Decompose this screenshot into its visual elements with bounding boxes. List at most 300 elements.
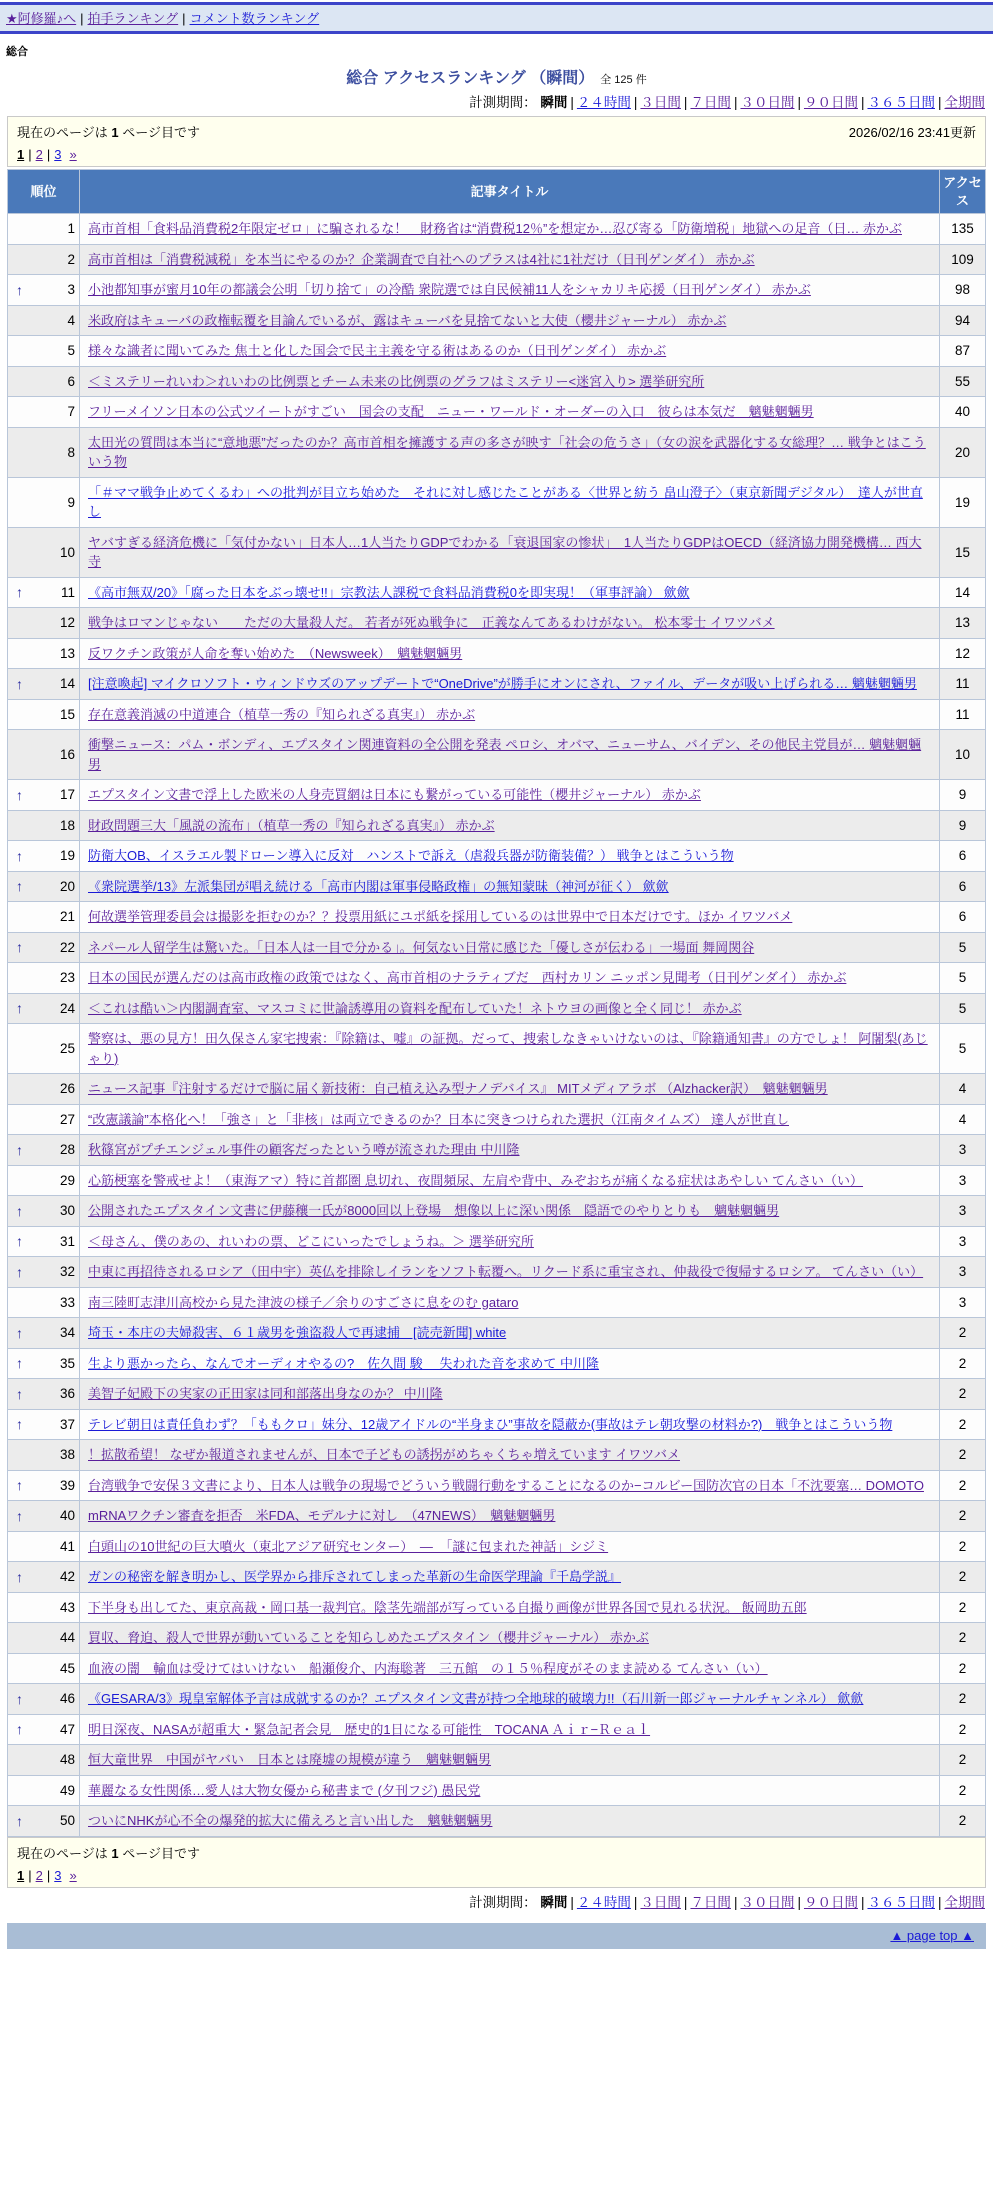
rank-cell: [8, 730, 80, 780]
rank-cell: [8, 1623, 80, 1654]
period-link[interactable]: ３６５日間: [867, 95, 935, 110]
rank-up-icon: ↑: [16, 1568, 23, 1585]
page-link[interactable]: 2: [35, 1867, 43, 1883]
access-count: 3: [940, 1226, 986, 1257]
access-count: 11: [940, 699, 986, 730]
page-top-link[interactable]: ▲ page top ▲: [890, 1927, 974, 1943]
table-row: [8, 1653, 986, 1684]
rank-cell: [8, 1440, 80, 1471]
article-link[interactable]: 美智子妃殿下の実家の正田家は同和部落出身なのか？ 中川隆: [88, 1386, 443, 1402]
rank-cell: [8, 577, 80, 608]
article-link[interactable]: ガンの秘密を解き明かし、医学界から排斥されてしまった革新の生命医学理論『千島学説』: [88, 1569, 622, 1585]
table-row: [8, 1409, 986, 1440]
access-count: 2: [940, 1531, 986, 1562]
nav-separator: |: [182, 11, 186, 26]
nav-link[interactable]: ★阿修羅♪へ: [6, 11, 77, 26]
article-link[interactable]: 埼玉・本庄の夫婦殺害、６１歳男を強盗殺人で再逮捕 [読売新聞] white: [88, 1325, 507, 1341]
access-count: 9: [940, 810, 986, 841]
article-link[interactable]: 様々な識者に聞いてみた 焦土と化した国会で民主主義を守る術はあるのか（日刊ゲンダイ） 赤かぶ: [88, 343, 667, 359]
rank-cell: [8, 427, 80, 477]
access-count: 6: [940, 871, 986, 902]
page-link[interactable]: 3: [54, 147, 62, 162]
table-row: [8, 1562, 986, 1593]
access-count: 109: [940, 244, 986, 275]
rank-up-icon: ↑: [16, 1355, 23, 1372]
rank-cell: [8, 1024, 80, 1074]
article-link[interactable]: フリーメイソン日本の公式ツイートがすごい 国会の支配 ニュー・ワールド・オーダーの入口 彼らは本気だ 魑魅魍魎男: [88, 404, 814, 420]
rank-cell: [8, 1531, 80, 1562]
table-row: [8, 669, 986, 700]
article-link[interactable]: 血液の闇 輸血は受けてはいけない 船瀬俊介、内海聡著 三五館 の１５％程度がそのまま読める てんさい（い）: [88, 1660, 768, 1676]
page-info-box-top: [7, 116, 986, 167]
access-count: 2: [940, 1684, 986, 1715]
rank-number: 28: [59, 1142, 75, 1158]
article-link[interactable]: 公開されたエプスタイン文書に伊藤穰一氏が8000回以上登場 想像以上に深い関係 隠語でのやりとりも 魑魅魍魎男: [88, 1203, 780, 1219]
table-row: [8, 1440, 986, 1471]
rank-cell: [8, 244, 80, 275]
article-link[interactable]: ネパール人留学生は驚いた。「日本人は一目で分かる」。何気ない日常に感じた「優しさが伝わる」一場面 舞岡関谷: [88, 939, 755, 955]
rank-cell: [8, 871, 80, 902]
table-row: [8, 1379, 986, 1410]
rank-cell: [8, 1562, 80, 1593]
rank-up-icon: ↑: [16, 1263, 23, 1280]
period-separator: |: [733, 95, 738, 110]
rank-up-icon: ↑: [16, 786, 23, 803]
access-count: 3: [940, 1165, 986, 1196]
article-link[interactable]: エプスタイン文書で浮上した欧米の人身売買網は日本にも繋がっている可能性（櫻井ジャーナル） 赤かぶ: [88, 787, 701, 803]
article-link[interactable]: 「＃ママ戦争止めてくるわ」への批判が目立ち始めた それに対し感じたことがある〈世界と紡う 畠山澄子〉（東京新聞デジタル） 達人が世直し: [88, 484, 923, 520]
rank-number: 41: [59, 1538, 75, 1554]
rank-cell: [8, 1165, 80, 1196]
article-link[interactable]: ！拡散希望！ なぜか報道されませんが、日本で子どもの誘拐がめちゃくちゃ増えています イワツバメ: [88, 1447, 680, 1463]
article-link[interactable]: 南三陸町志津川高校から見た津波の様子／余りのすごさに息をのむ gataro: [88, 1294, 519, 1310]
article-link[interactable]: 米政府はキューバの政権転覆を目論んでいるが、露はキューバを見捨てないと大使（櫻井ジャーナル） 赤かぶ: [88, 312, 727, 328]
rank-number: 22: [59, 939, 75, 955]
rank-number: 31: [59, 1233, 75, 1249]
rank-cell: [8, 1684, 80, 1715]
rank-number: 21: [59, 909, 75, 925]
article-link[interactable]: 《GESARA/3》現皇室解体予言は成就するのか？エプスタイン文書が持つ全地球的破壊力!!（石川新一郎ジャーナルチャンネル） 歛歛: [88, 1691, 864, 1707]
period-separator: |: [633, 1894, 638, 1910]
rank-cell: [8, 1196, 80, 1227]
article-link[interactable]: 財政問題三大「風説の流布」（植草一秀の『知られざる真実』） 赤かぶ: [88, 817, 495, 833]
rank-number: 24: [59, 1000, 75, 1016]
period-current: 瞬間: [540, 95, 568, 110]
rank-number: 17: [59, 787, 75, 803]
article-link[interactable]: 戦争はロマンじゃない ただの大量殺人だ。 若者が死ぬ戦争に 正義なんてあるわけがない。 松本零士 イワツバメ: [88, 615, 775, 631]
table-row: [8, 336, 986, 367]
table-row: [8, 1165, 986, 1196]
table-row: [8, 902, 986, 933]
table-row: [8, 1226, 986, 1257]
rank-cell: [8, 1074, 80, 1105]
period-selector-top: [8, 91, 985, 111]
access-count: 11: [940, 669, 986, 700]
article-link[interactable]: ＜ミステリーれいわ＞れいわの比例票とチーム未来の比例票のグラフはミステリー<迷宮入り> 選挙研究所: [88, 373, 705, 389]
period-link[interactable]: ７日間: [690, 95, 731, 110]
table-row: [8, 275, 986, 306]
rank-up-icon: ↑: [16, 1812, 23, 1829]
period-separator: |: [860, 1894, 865, 1910]
period-link[interactable]: ３６５日間: [867, 1894, 935, 1910]
rank-cell: [8, 1226, 80, 1257]
table-row: [8, 993, 986, 1024]
page-link-current[interactable]: 1: [17, 147, 25, 162]
rank-number: 48: [59, 1752, 75, 1768]
rank-cell: [8, 1714, 80, 1745]
rank-cell: [8, 214, 80, 245]
rank-number: 9: [67, 494, 75, 510]
rank-number: 44: [59, 1630, 75, 1646]
rank-up-icon: ↑: [16, 878, 23, 895]
page-link[interactable]: 3: [54, 1867, 62, 1883]
nav-link[interactable]: コメント数ランキング: [189, 11, 320, 26]
rank-up-icon: ↑: [16, 939, 23, 956]
article-link[interactable]: 小池都知事が蜜月10年の都議会公明「切り捨て」の冷酷 衆院選では自民候補11人をシャカリキ応援（日刊ゲンダイ） 赤かぶ: [88, 282, 811, 298]
table-row: [8, 397, 986, 428]
rank-cell: [8, 305, 80, 336]
rank-number: 43: [59, 1599, 75, 1615]
access-count: 3: [940, 1287, 986, 1318]
rank-cell: [8, 1348, 80, 1379]
rank-up-icon: ↑: [16, 1690, 23, 1707]
table-row: [8, 1024, 986, 1074]
access-count: 2: [940, 1745, 986, 1776]
access-count: 5: [940, 993, 986, 1024]
rank-up-icon: ↑: [16, 1477, 23, 1494]
period-label: 計測期間：: [469, 1894, 537, 1910]
period-separator: |: [937, 95, 942, 110]
rank-number: 36: [59, 1386, 75, 1402]
access-count: 13: [940, 608, 986, 639]
rank-number: 35: [59, 1355, 75, 1371]
rank-cell: [8, 638, 80, 669]
rank-up-icon: ↑: [16, 1233, 23, 1250]
period-separator: |: [860, 95, 865, 110]
period-label: 計測期間：: [469, 95, 537, 110]
article-link[interactable]: ついにNHKが心不全の爆発的拡大に備えろと言い出した 魑魅魍魎男: [88, 1813, 493, 1829]
page-info-box-bottom: [7, 1837, 986, 1888]
rank-cell: [8, 1135, 80, 1166]
rank-number: 3: [67, 282, 75, 298]
rank-up-icon: ↑: [16, 281, 23, 298]
title-column-header: 記事タイトル: [80, 170, 940, 214]
article-link[interactable]: 何故選挙管理委員会は撮影を拒むのか？？投票用紙にユポ紙を採用しているのは世界中で日本だけです。ほか イワツバメ: [88, 909, 793, 925]
article-link[interactable]: 《高市無双/20》「腐った日本をぶっ壊せ!!」宗教法人課税で食料品消費税0を即実現！（軍事評論） 歛歛: [88, 584, 690, 600]
article-link[interactable]: 反ワクチン政策が人命を奪い始めた （Newsweek） 魑魅魍魎男: [88, 645, 463, 661]
access-count: 2: [940, 1653, 986, 1684]
period-separator: |: [937, 1894, 942, 1910]
article-link[interactable]: 警察は、悪の見方！田久保さん家宅捜索：『除籍は、嘘』の証拠。だって、捜索しなきゃいけないのは、『除籍通知書』の方でしょ！ 阿闍梨(あじゃり): [88, 1031, 928, 1066]
table-row: [8, 1348, 986, 1379]
access-count: 2: [940, 1806, 986, 1837]
article-link[interactable]: 下半身も出してた、東京高裁・岡口基一裁判官。陰茎先端部が写っている自撮り画像が世界各国で見れる状況。 飯岡助五郎: [88, 1599, 807, 1615]
table-row: [8, 1684, 986, 1715]
article-link[interactable]: ニュース記事『注射するだけで脳に届く新技術：自己植え込み型ナノデバイス』 MITメディアラボ （Alzhacker訳） 魑魅魍魎男: [88, 1081, 828, 1097]
rank-up-icon: ↑: [16, 584, 23, 601]
period-link[interactable]: 全期間: [944, 95, 985, 110]
period-link[interactable]: ３日間: [640, 1894, 681, 1910]
rank-number: 47: [59, 1721, 75, 1737]
rank-cell: [8, 993, 80, 1024]
article-link[interactable]: mRNAワクチン審査を拒否 米FDA、モデルナに対し （47NEWS） 魑魅魍魎男: [88, 1508, 556, 1524]
access-count: 2: [940, 1714, 986, 1745]
rank-number: 2: [67, 251, 75, 267]
period-separator: |: [633, 95, 638, 110]
pagination-top: [17, 147, 976, 162]
table-row: [8, 1318, 986, 1349]
article-link[interactable]: “改憲議論”本格化へ！「強さ」と「非核」は両立できるのか？日本に突きつけられた選択（江南タイムズ） 達人が世直し: [88, 1111, 790, 1127]
period-link[interactable]: ２４時間: [576, 1894, 631, 1910]
rank-number: 46: [59, 1691, 75, 1707]
access-count: 5: [940, 1024, 986, 1074]
article-link[interactable]: 高市首相「食料品消費税2年限定ゼロ」に騙されるな！ 財務省は“消費税12％”を想定か…忍び寄る「防衛増税」地獄への足音（日… 赤かぶ: [88, 221, 902, 237]
table-row: [8, 1531, 986, 1562]
rank-cell: [8, 699, 80, 730]
rank-cell: [8, 1653, 80, 1684]
access-count: 87: [940, 336, 986, 367]
table-row: [8, 366, 986, 397]
article-link[interactable]: 太田光の質問は本当に“意地悪”だったのか？高市首相を擁護する声の多さが映す「社会の危うさ」（女の涙を武器化する女総理？… 戦争とはこういう物: [88, 434, 926, 470]
article-link[interactable]: 生より悪かったら、なんでオーディオやるの?＿佐久間 駿＿ 失われた音を求めて 中川隆: [88, 1355, 600, 1371]
updated-timestamp: 2026/02/16 23:41更新: [848, 125, 976, 140]
access-count: 9: [940, 780, 986, 811]
rank-number: 32: [59, 1264, 75, 1280]
current-page-text: 現在のページは 1 ページ目です: [17, 1845, 200, 1861]
rank-cell: [8, 669, 80, 700]
period-link[interactable]: ７日間: [690, 1894, 731, 1910]
rank-number: 49: [59, 1782, 75, 1798]
article-link[interactable]: 中東に再招待されるロシア（田中宇）英仏を排除しイランをソフト転覆へ。リクード系に重宝され、仲裁役で復帰するロシア。 てんさい（い）: [88, 1264, 924, 1280]
table-row: [8, 427, 986, 477]
access-count: 4: [940, 1104, 986, 1135]
rank-cell: [8, 1257, 80, 1288]
article-link[interactable]: 防衛大OB、イスラエル製ドローン導入に反対 ハンストで訴え（虐殺兵器が防衛装備？） 戦争とはこういう物: [88, 848, 734, 864]
rank-number: 19: [59, 848, 75, 864]
rank-number: 42: [59, 1569, 75, 1585]
table-row: [8, 1806, 986, 1837]
rank-cell: [8, 477, 80, 527]
rank-cell: [8, 1379, 80, 1410]
rank-up-icon: ↑: [16, 1385, 23, 1402]
rank-number: 18: [59, 817, 75, 833]
top-nav-bar: [0, 2, 993, 34]
rank-number: 8: [67, 444, 75, 460]
article-link[interactable]: 存在意義消滅の中道連合（植草一秀の『知られざる真実』） 赤かぶ: [88, 706, 476, 722]
access-count: 14: [940, 577, 986, 608]
rank-cell: [8, 1104, 80, 1135]
rank-number: 30: [59, 1203, 75, 1219]
table-row: [8, 527, 986, 577]
access-count: 4: [940, 1074, 986, 1105]
footer-bar: [7, 1923, 986, 1949]
article-link[interactable]: 白頭山の10世紀の巨大噴火（東北アジア研究センター） ― 「謎に包まれた神話」シジミ: [88, 1538, 609, 1554]
period-link[interactable]: ３日間: [640, 95, 681, 110]
rank-up-icon: ↑: [16, 675, 23, 692]
rank-number: 1: [67, 221, 75, 237]
rank-cell: [8, 780, 80, 811]
access-count: 94: [940, 305, 986, 336]
access-count: 2: [940, 1592, 986, 1623]
rank-number: 34: [59, 1325, 75, 1341]
nav-link[interactable]: 拍手ランキング: [87, 11, 179, 26]
period-separator: |: [733, 1894, 738, 1910]
table-row: [8, 1257, 986, 1288]
period-separator: |: [683, 1894, 688, 1910]
table-row: [8, 1470, 986, 1501]
article-link[interactable]: 台湾戦争で安保３文書により、日本人は戦争の現場でどういう戦闘行動をすることになるのか−コルビー国防次官の日本「不沈要塞… DOMOTO: [88, 1477, 924, 1493]
table-row: [8, 608, 986, 639]
access-count: 2: [940, 1470, 986, 1501]
period-selector-bottom: [8, 1891, 985, 1911]
rank-up-icon: ↑: [16, 1141, 23, 1158]
rank-number: 15: [59, 706, 75, 722]
rank-number: 4: [67, 312, 75, 328]
article-link[interactable]: 高市首相は「消費税減税」を本当にやるのか？企業調査で自社へのプラスは4社に1社だけ（日刊ゲンダイ） 赤かぶ: [88, 251, 755, 267]
rank-number: 27: [59, 1111, 75, 1127]
rank-cell: [8, 1592, 80, 1623]
rank-number: 26: [59, 1081, 75, 1097]
rank-number: 39: [59, 1477, 75, 1493]
period-link[interactable]: ９０日間: [803, 1894, 858, 1910]
table-row: [8, 1196, 986, 1227]
rank-number: 10: [59, 544, 75, 560]
rank-number: 20: [59, 878, 75, 894]
period-link[interactable]: ２４時間: [576, 95, 631, 110]
ranking-title: 総合 アクセスランキング （瞬間）: [346, 70, 595, 87]
access-count: 2: [940, 1440, 986, 1471]
table-row: [8, 871, 986, 902]
rank-cell: [8, 527, 80, 577]
article-link[interactable]: ヤバすぎる経済危機に「気付かない」日本人…1人当たりGDPでわかる「衰退国家の惨状」 1人当たりGDPはOECD（経済協力開発機構… 西大寺: [88, 534, 922, 570]
access-count: 98: [940, 275, 986, 306]
rank-number: 13: [59, 645, 75, 661]
table-row: [8, 244, 986, 275]
rank-cell: [8, 1287, 80, 1318]
rank-number: 50: [59, 1813, 75, 1829]
rank-cell: [8, 841, 80, 872]
page-title: [0, 65, 993, 88]
bottom-spacer: [0, 1949, 993, 1975]
article-link[interactable]: 秋篠宮がプチエンジェル事件の顧客だったという噂が流された理由 中川隆: [88, 1142, 520, 1158]
period-current: 瞬間: [540, 1894, 568, 1910]
access-count: 55: [940, 366, 986, 397]
table-row: [8, 1135, 986, 1166]
rank-cell: [8, 397, 80, 428]
access-count: 10: [940, 730, 986, 780]
article-link[interactable]: ＜これは酷い＞内閣調査室、マスコミに世論誘導用の資料を配布していた！ネトウヨの画像と全く同じ！ 赤かぶ: [88, 1000, 742, 1016]
rank-number: 6: [67, 373, 75, 389]
rank-number: 40: [59, 1508, 75, 1524]
access-count: 12: [940, 638, 986, 669]
rank-cell: [8, 1745, 80, 1776]
table-header-row: [8, 170, 986, 214]
rank-cell: [8, 608, 80, 639]
rank-up-icon: ↑: [16, 1324, 23, 1341]
rank-cell: [8, 275, 80, 306]
article-link[interactable]: 衝撃ニュース：パム・ボンディ、エプスタイン関連資料の全公開を発表 ペロシ、オバマ、ニューサム、バイデン、その他民主党員が… 魑魅魍魎男: [88, 737, 922, 772]
table-row: [8, 932, 986, 963]
access-count: 2: [940, 1379, 986, 1410]
page-link[interactable]: »: [69, 1867, 77, 1883]
rank-number: 38: [59, 1447, 75, 1463]
rank-cell: [8, 1409, 80, 1440]
rank-number: 33: [59, 1294, 75, 1310]
rank-up-icon: ↑: [16, 1721, 23, 1738]
rank-column-header: 順位: [8, 170, 80, 214]
page-link[interactable]: 2: [35, 147, 43, 162]
pagination-bottom: [17, 1868, 976, 1883]
period-separator: |: [797, 95, 801, 110]
ranking-table: [7, 169, 986, 1837]
period-link[interactable]: ３０日間: [740, 1894, 795, 1910]
page-link[interactable]: »: [69, 147, 77, 162]
table-row: [8, 780, 986, 811]
period-link[interactable]: ９０日間: [803, 95, 858, 110]
rank-cell: [8, 1501, 80, 1532]
rank-number: 16: [59, 747, 75, 763]
period-separator: |: [683, 95, 688, 110]
article-link[interactable]: 《衆院選挙/13》左派集団が唱え続ける「高市内閣は軍事侵略政権」の無知蒙昧（神河が征く） 歛歛: [88, 878, 669, 894]
rank-up-icon: ↑: [16, 1416, 23, 1433]
table-row: [8, 1775, 986, 1806]
table-row: [8, 477, 986, 527]
access-count: 2: [940, 1501, 986, 1532]
rank-cell: [8, 366, 80, 397]
article-link[interactable]: 明日深夜、NASAが超重大・緊急記者会見 歴史的1日になる可能性 TOCANA Ａｉｒ−Ｒｅａｌ: [88, 1721, 651, 1737]
period-link[interactable]: ３０日間: [740, 95, 795, 110]
access-count: 5: [940, 963, 986, 994]
access-count: 2: [940, 1348, 986, 1379]
access-count: 6: [940, 902, 986, 933]
rank-cell: [8, 1775, 80, 1806]
table-row: [8, 1745, 986, 1776]
rank-up-icon: ↑: [16, 1507, 23, 1524]
page-link-current[interactable]: 1: [17, 1867, 25, 1883]
rank-cell: [8, 1806, 80, 1837]
period-separator: |: [570, 95, 574, 110]
table-row: [8, 1714, 986, 1745]
total-count: 全 125 件: [600, 74, 647, 86]
access-count: 6: [940, 841, 986, 872]
table-row: [8, 577, 986, 608]
article-link[interactable]: ＜母さん、僕のあの、れいわの票、どこにいったでしょうね。＞ 選挙研究所: [88, 1233, 534, 1249]
access-count: 2: [940, 1623, 986, 1654]
page-separator: |: [28, 147, 32, 162]
rank-number: 11: [60, 584, 75, 600]
article-link[interactable]: 心筋梗塞を警戒せよ！（東海アマ）特に首都圏 息切れ、夜間頻尿、左肩や背中、みぞおちが痛くなる症状はあやしい てんさい（い）: [88, 1172, 864, 1188]
access-count: 3: [940, 1196, 986, 1227]
table-row: [8, 810, 986, 841]
rank-cell: [8, 810, 80, 841]
access-count: 135: [940, 214, 986, 245]
period-link[interactable]: 全期間: [944, 1894, 985, 1910]
page-separator: |: [46, 1867, 51, 1883]
article-link[interactable]: 買収、脅迫、殺人で世界が動いていることを知らしめたエプスタイン（櫻井ジャーナル） 赤かぶ: [88, 1630, 649, 1646]
period-separator: |: [570, 1894, 574, 1910]
article-link[interactable]: 恒大童世界 中国がヤバい 日本とは廃墟の規模が違う 魑魅魍魎男: [88, 1752, 492, 1768]
access-count: 5: [940, 932, 986, 963]
access-count: 2: [940, 1775, 986, 1806]
rank-number: 45: [59, 1660, 75, 1676]
article-link[interactable]: 日本の国民が選んだのは高市政権の政策ではなく、高市首相のナラティブだ 西村カリン ニッポン見聞考（日刊ゲンダイ） 赤かぶ: [88, 970, 847, 986]
article-link[interactable]: 華麗なる女性関係…愛人は大物女優から秘書まで (夕刊フジ) 愚民党: [88, 1782, 481, 1798]
table-row: [8, 1623, 986, 1654]
table-row: [8, 699, 986, 730]
article-link[interactable]: テレビ朝日は責任負わず？「ももクロ」妹分、12歳アイドルの“半身まひ”事故を隠蔽か(事故はテレ朝攻撃の材料か?) 戦争とはこういう物: [88, 1416, 893, 1432]
article-link[interactable]: [注意喚起] マイクロソフト・ウィンドウズのアップデートで“OneDrive”が勝手にオンにされ、ファイル、データが吸い上げられる… 魑魅魍魎男: [88, 676, 917, 692]
access-count: 15: [940, 527, 986, 577]
